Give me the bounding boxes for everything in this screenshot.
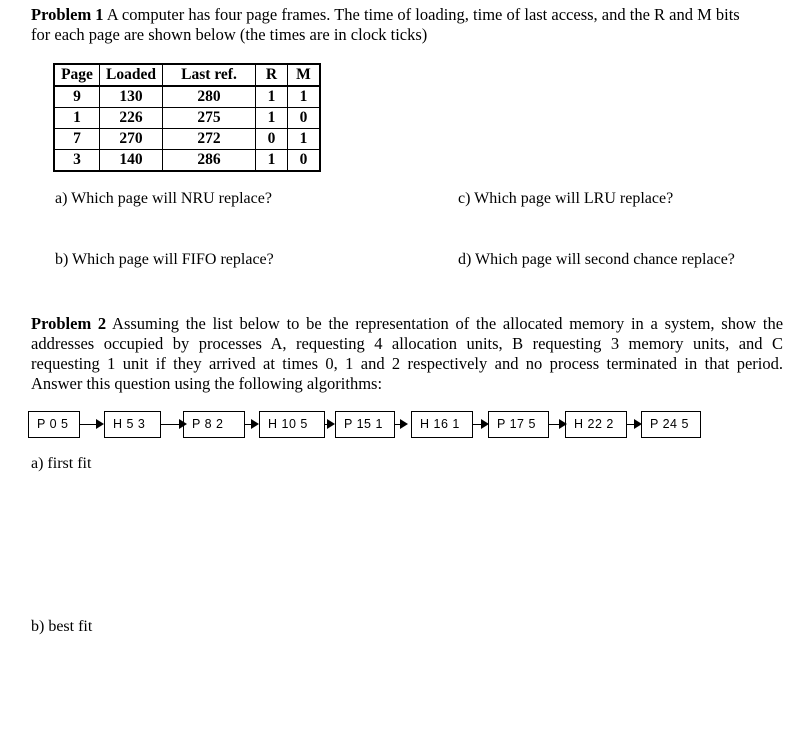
table-cell: 226 — [100, 108, 163, 129]
table-cell: 272 — [163, 129, 256, 150]
arrow-line — [549, 424, 559, 425]
question-1c: c) Which page will LRU replace? — [458, 190, 674, 207]
table-cell: 0 — [288, 150, 321, 172]
problem1-label: Problem 1 — [31, 5, 104, 24]
table-cell: 0 — [256, 129, 288, 150]
question-2a: a) first fit — [31, 455, 92, 472]
table-cell: 280 — [163, 86, 256, 108]
problem2-line1: Assuming the list below to be the representation of the allocated memory in a system, show the — [112, 314, 784, 333]
arrow-line — [161, 424, 179, 425]
table-cell: 1 — [256, 86, 288, 108]
memory-node: P 8 2 — [183, 411, 245, 438]
table-row — [54, 108, 320, 129]
problem2-line4: Answer this question using the following algorithms: — [31, 374, 383, 393]
table-cell: 1 — [256, 150, 288, 172]
table-cell: 286 — [163, 150, 256, 172]
table-row — [54, 86, 320, 108]
header-page: Page — [54, 64, 100, 86]
table-header-row — [54, 64, 320, 86]
problem2-text — [31, 314, 783, 394]
table-cell: 130 — [100, 86, 163, 108]
arrow-line — [627, 424, 634, 425]
memory-node: P 24 5 — [641, 411, 701, 438]
problem2-line3: requesting 1 unit if they arrived at times 0, 1 and 2 respectively and no process terminated in that period. — [31, 354, 783, 373]
table-cell: 7 — [54, 129, 100, 150]
question-2b: b) best fit — [31, 618, 93, 635]
arrow-right-icon — [327, 419, 335, 429]
arrow-line — [473, 424, 481, 425]
arrow-line — [80, 424, 96, 425]
table-cell: 1 — [54, 108, 100, 129]
question-1a: a) Which page will NRU replace? — [55, 190, 272, 207]
page-frame-table — [53, 63, 321, 172]
table-cell: 140 — [100, 150, 163, 172]
question-1b: b) Which page will FIFO replace? — [55, 251, 274, 268]
memory-node: P 17 5 — [488, 411, 549, 438]
arrow-right-icon — [251, 419, 259, 429]
table-row — [54, 129, 320, 150]
table-row — [54, 150, 320, 172]
table-cell: 1 — [256, 108, 288, 129]
table-cell: 275 — [163, 108, 256, 129]
problem1-line2: for each page are shown below (the times are in clock ticks) — [31, 25, 428, 44]
question-1d: d) Which page will second chance replace? — [458, 251, 735, 268]
header-m: M — [288, 64, 321, 86]
header-r: R — [256, 64, 288, 86]
problem2-label: Problem 2 — [31, 314, 107, 333]
table-cell: 1 — [288, 86, 321, 108]
memory-node: P 0 5 — [28, 411, 80, 438]
table-cell: 1 — [288, 129, 321, 150]
table-cell: 0 — [288, 108, 321, 129]
header-loaded: Loaded — [100, 64, 163, 86]
memory-node: H 5 3 — [104, 411, 161, 438]
header-last-ref: Last ref. — [163, 64, 256, 86]
table-cell: 9 — [54, 86, 100, 108]
memory-node: H 10 5 — [259, 411, 325, 438]
problem1-line1: A computer has four page frames. The time of loading, time of last access, and the R and M bits — [106, 5, 740, 24]
memory-node: H 22 2 — [565, 411, 627, 438]
arrow-right-icon — [96, 419, 104, 429]
memory-node: P 15 1 — [335, 411, 395, 438]
table-cell: 270 — [100, 129, 163, 150]
problem2-line2: addresses occupied by processes A, requesting 4 allocation units, B requesting 3 memory units, and C — [31, 334, 783, 353]
table-cell: 3 — [54, 150, 100, 172]
memory-node: H 16 1 — [411, 411, 473, 438]
arrow-right-icon — [400, 419, 408, 429]
problem1-text — [31, 5, 791, 45]
